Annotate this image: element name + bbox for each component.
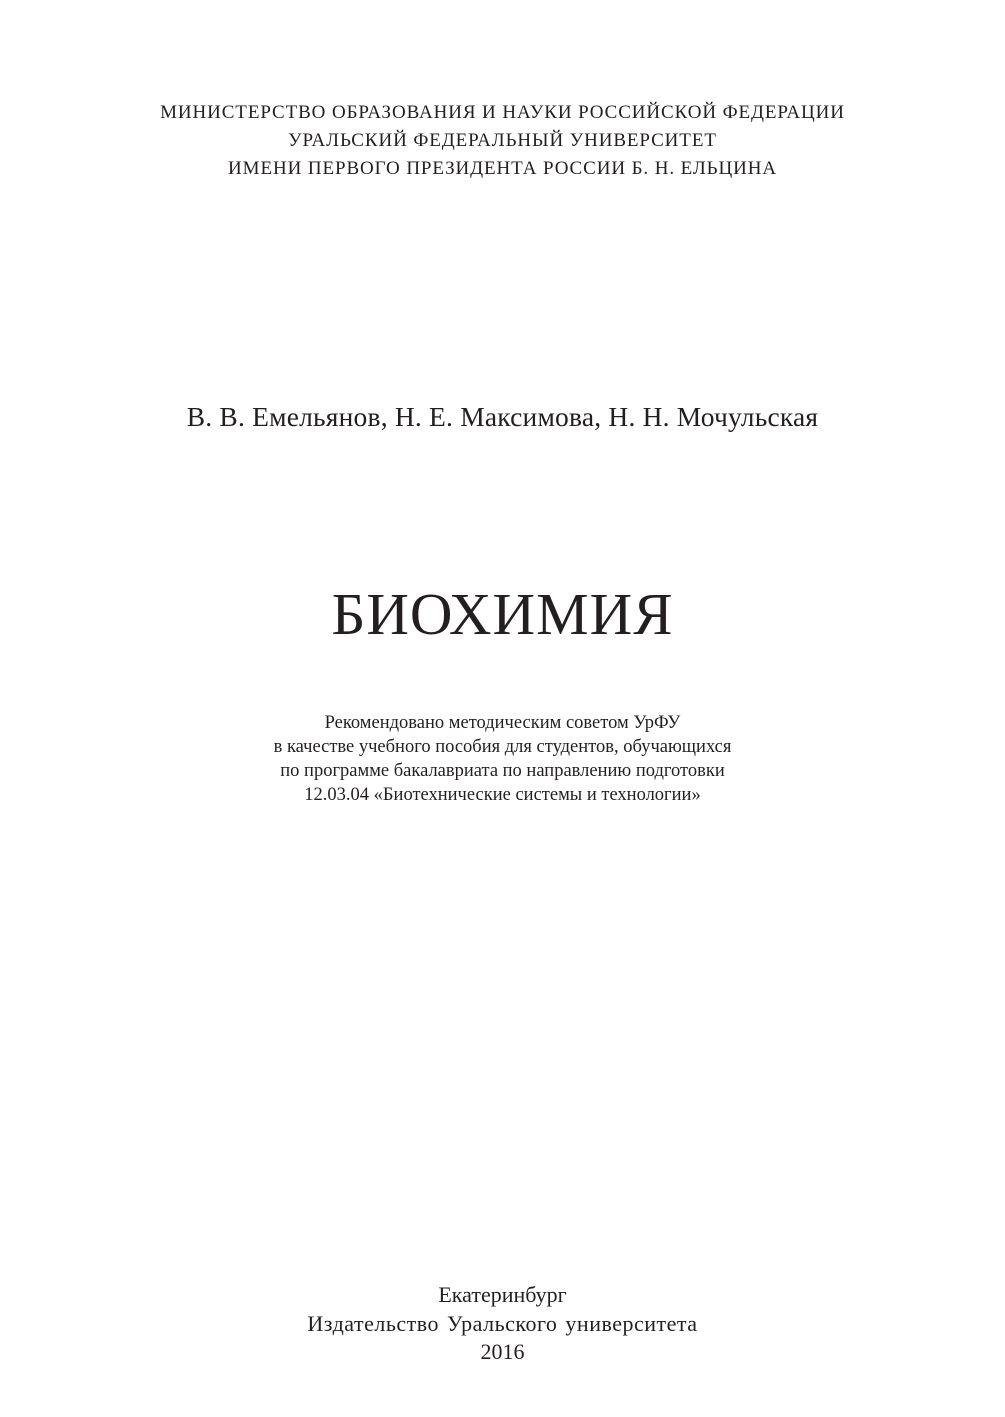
university-name-line: ИМЕНИ ПЕРВОГО ПРЕЗИДЕНТА РОССИИ Б. Н. ЕЛЬЦИНА: [228, 158, 777, 179]
book-title: БИОХИМИЯ: [331, 581, 674, 647]
recommendation-line-3: по программе бакалавриата по направлению подготовки: [280, 761, 725, 781]
imprint-publisher: Издательство Уральского университета: [307, 1310, 698, 1336]
recommendation-line-2: в качестве учебного пособия для студентов, обучающихся: [273, 737, 732, 757]
recommendation-line-1: Рекомендовано методическим советом УрФУ: [324, 713, 681, 733]
imprint: [0, 1281, 1005, 1367]
authors: В. В. Емельянов, Н. Е. Максимова, Н. Н. Мочульская: [186, 401, 819, 432]
recommendation-note: [0, 711, 1005, 807]
imprint-city: Екатеринбург: [438, 1282, 567, 1307]
ministry-line: МИНИСТЕРСТВО ОБРАЗОВАНИЯ И НАУКИ РОССИЙСКОЙ ФЕДЕРАЦИИ: [160, 102, 845, 123]
recommendation-line-4: 12.03.04 «Биотехнические системы и технологии»: [304, 785, 701, 805]
university-line: УРАЛЬСКИЙ ФЕДЕРАЛЬНЫЙ УНИВЕРСИТЕТ: [288, 130, 717, 151]
institution-header: [0, 99, 1005, 183]
imprint-year: 2016: [480, 1339, 525, 1364]
